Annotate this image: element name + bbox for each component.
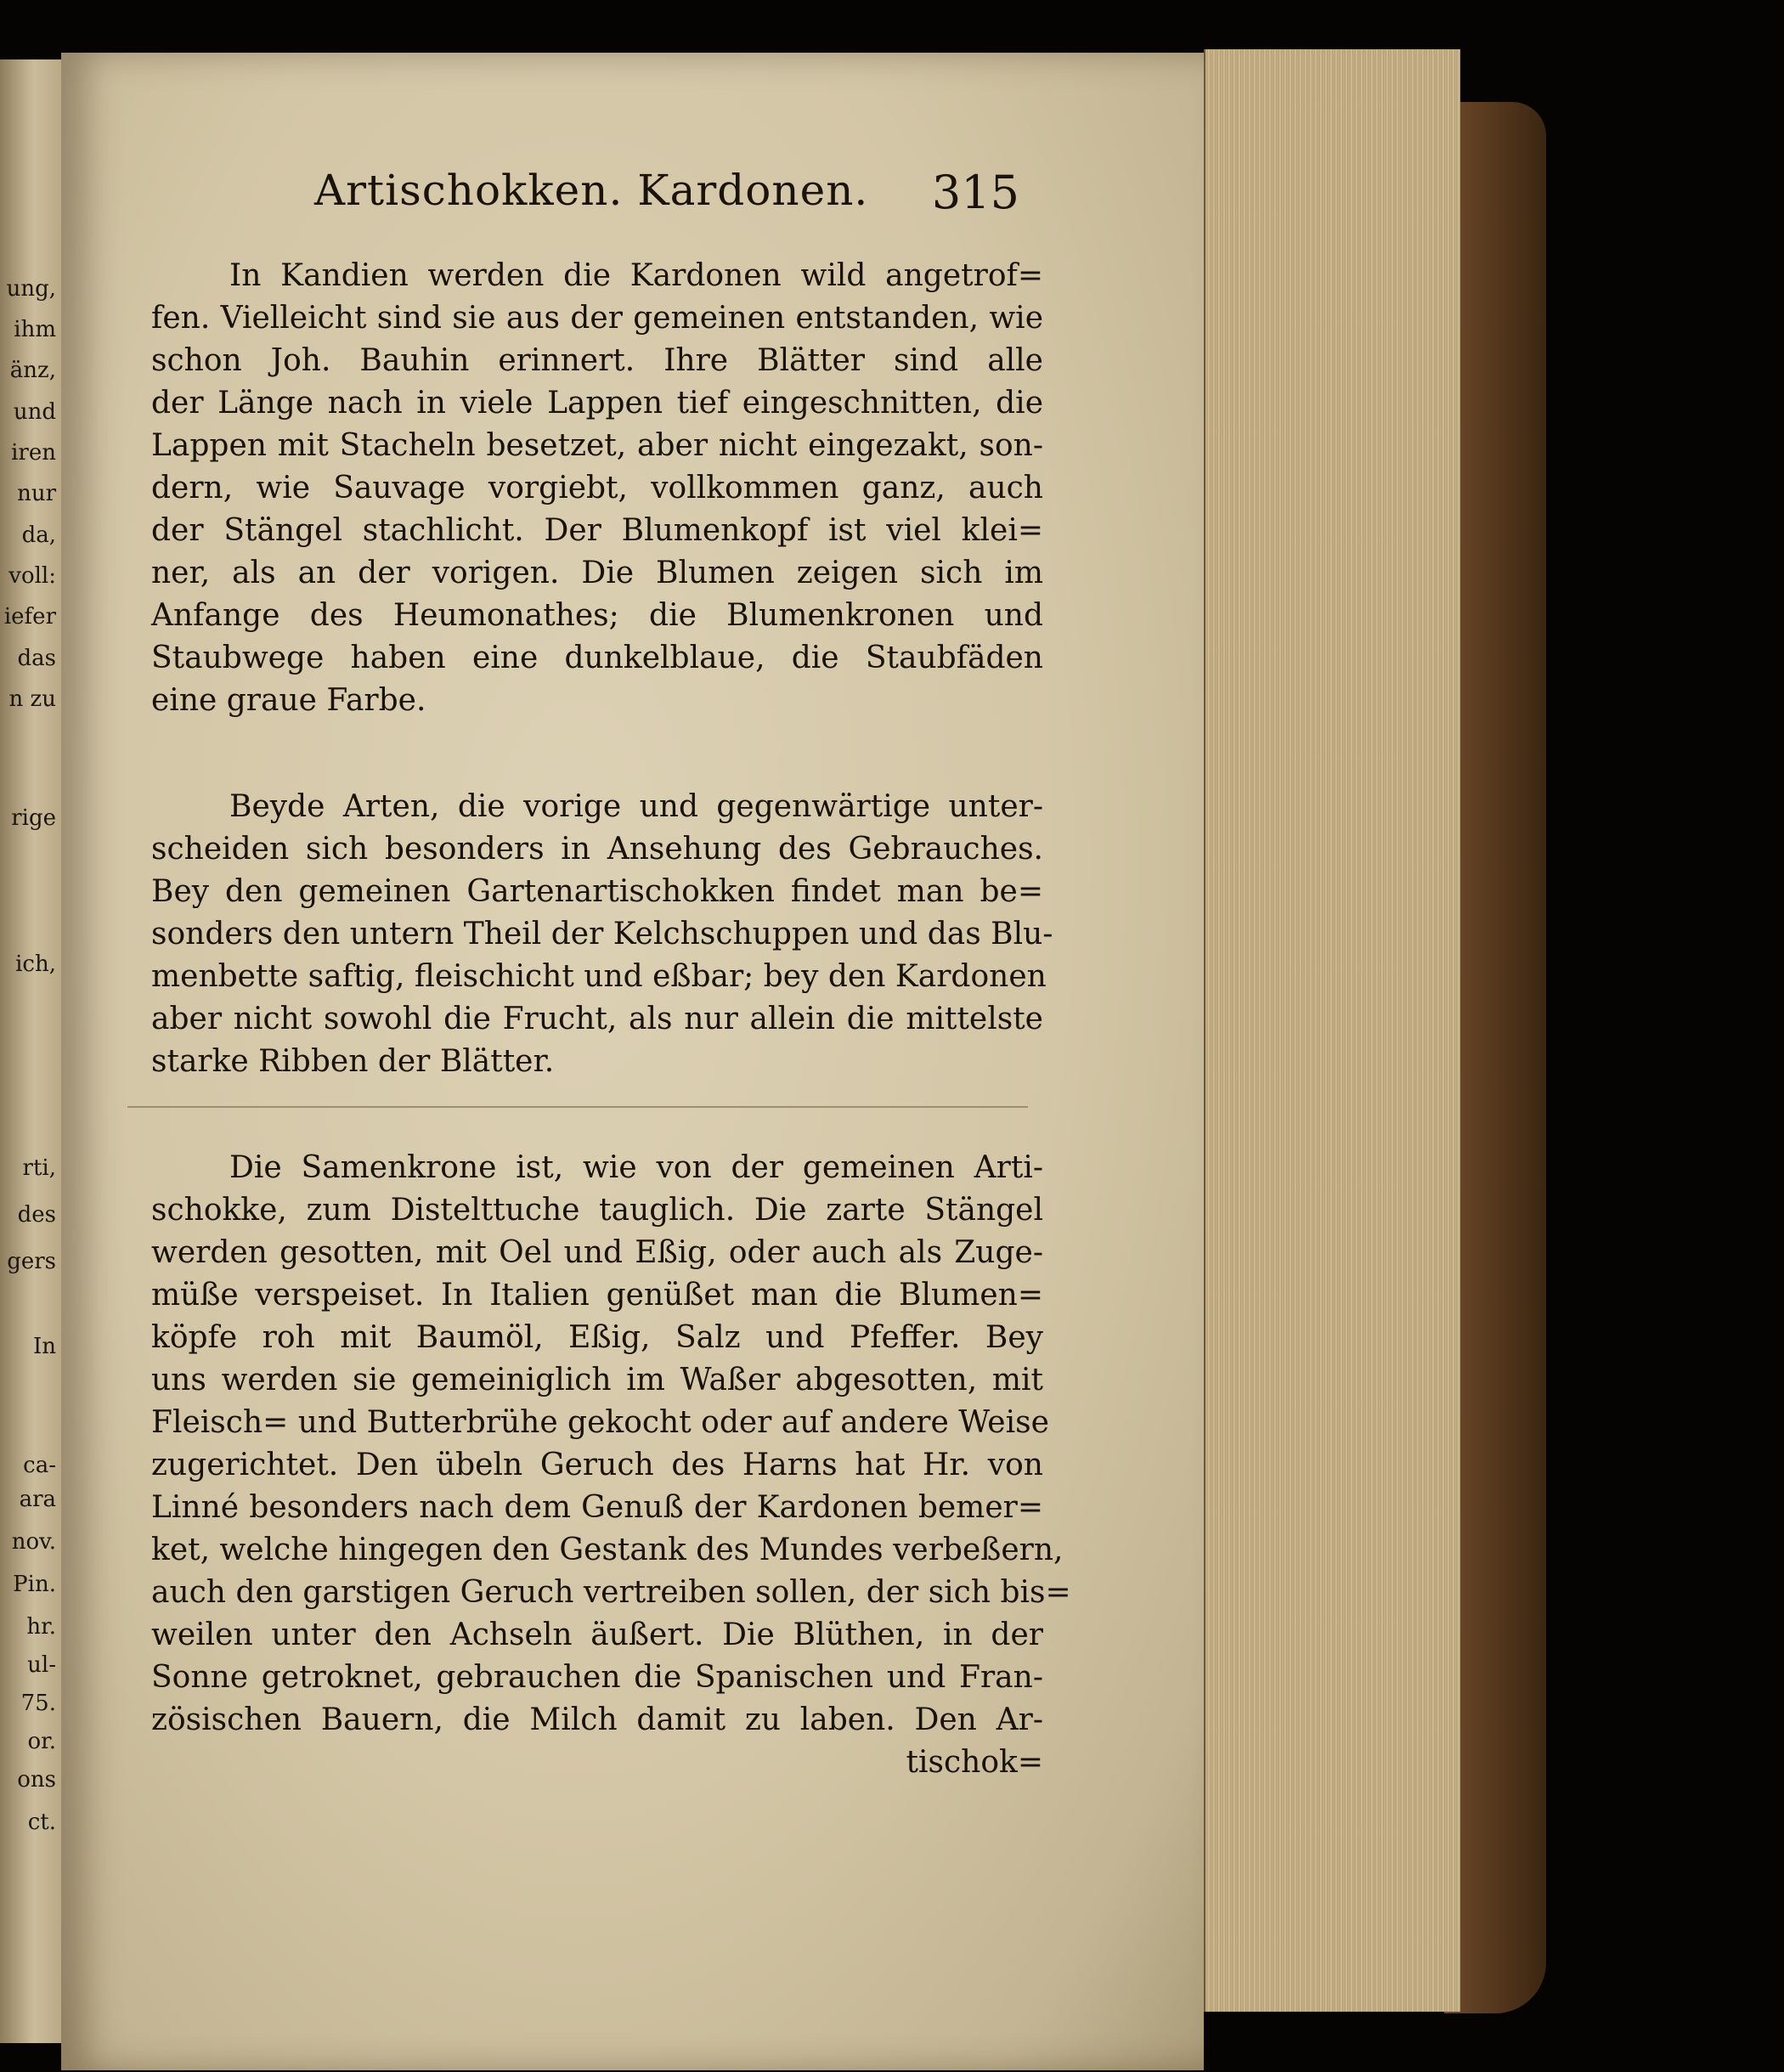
text-line: schokke, zum Distelttuche tauglich. Die zarte Stängel (151, 1193, 1043, 1228)
text-line: schon Joh. Bauhin erinnert. Ihre Blätter sind alle (151, 343, 1043, 378)
text-line: In Kandien werden die Kardonen wild angetrof= (229, 258, 1043, 293)
margin-fragment: das (17, 646, 56, 671)
margin-fragment: rige (11, 805, 56, 831)
text-line: ner, als an der vorigen. Die Blumen zeigen sich im (151, 556, 1043, 590)
text-line: eine graue Farbe. (151, 683, 426, 718)
margin-fragment: ct. (27, 1809, 56, 1835)
paragraph-3 (151, 1147, 1071, 1784)
text-line: Sonne getroknet, gebrauchen die Spanischen und Fran- (151, 1660, 1043, 1695)
section-rule (127, 1106, 1028, 1108)
margin-fragment: or. (27, 1729, 56, 1754)
catchword: tischok= (906, 1745, 1043, 1780)
text-line: ket, welche hingegen den Gestank des Mundes verbeßern, (151, 1533, 1064, 1567)
margin-fragment: ung, (6, 276, 56, 302)
text-line: Beyde Arten, die vorige und gegenwärtige unter- (229, 789, 1043, 824)
margin-fragment: änz, (9, 358, 56, 383)
margin-fragment: 75. (20, 1691, 56, 1716)
margin-fragment: hr. (26, 1614, 56, 1640)
text-line: werden gesotten, mit Oel und Eßig, oder auch als Zuge- (151, 1235, 1043, 1270)
text-line: Fleisch= und Butterbrühe gekocht oder auf andere Weise (151, 1405, 1049, 1440)
margin-fragment: nov. (11, 1529, 56, 1555)
margin-fragment: da, (21, 522, 56, 548)
text-line: zugerichtet. Den übeln Geruch des Harns hat Hr. von (151, 1448, 1043, 1482)
text-line: köpfe roh mit Baumöl, Eßig, Salz und Pfeffer. Bey (151, 1320, 1043, 1355)
margin-fragment: Pin. (13, 1572, 56, 1597)
text-line: zösischen Bauern, die Milch damit zu laben. Den Ar- (151, 1702, 1043, 1737)
text-line: Linné besonders nach dem Genuß der Kardonen bemer= (151, 1490, 1043, 1525)
text-line: aber nicht sowohl die Frucht, als nur allein die mittelste (151, 1002, 1043, 1036)
text-line: der Stängel stachlicht. Der Blumenkopf ist viel klei= (151, 513, 1043, 548)
margin-fragment: ul- (27, 1652, 56, 1678)
text-line: Anfange des Heumonathes; die Blumenkronen und (151, 598, 1043, 633)
margin-fragment: und (13, 399, 56, 425)
text-line: fen. Vielleicht sind sie aus der gemeinen entstanden, wie (151, 301, 1043, 336)
previous-page-edge (0, 59, 64, 2043)
text-line: Bey den gemeinen Gartenartischokken findet man be= (151, 874, 1043, 909)
margin-fragment: voll: (8, 563, 56, 589)
page-number: 315 (931, 166, 1019, 219)
margin-fragment: ons (17, 1767, 56, 1793)
text-line: uns werden sie gemeiniglich im Waßer abgesotten, mit (151, 1363, 1043, 1397)
running-head: Artischokken. Kardonen. (314, 166, 869, 215)
margin-fragment: ara (19, 1487, 56, 1512)
text-line: Staubwege haben eine dunkelblaue, die Staubfäden (151, 641, 1043, 675)
margin-fragment: iren (11, 440, 56, 466)
page-header (314, 166, 1019, 234)
margin-fragment: rti, (22, 1155, 56, 1181)
text-line: scheiden sich besonders in Ansehung des Gebrauches. (151, 832, 1043, 867)
margin-fragment: ca- (23, 1453, 56, 1478)
text-line: der Länge nach in viele Lappen tief eingeschnitten, die (151, 386, 1043, 421)
text-line: menbette saftig, fleischicht und eßbar; bey den Kardonen (151, 959, 1047, 994)
page-fore-edge (1204, 49, 1460, 2012)
text-line: dern, wie Sauvage vorgiebt, vollkommen ganz, auch (151, 471, 1043, 505)
margin-fragment: ich, (15, 951, 56, 977)
margin-fragment: nur (17, 481, 56, 506)
text-line: sonders den untern Theil der Kelchschuppen und das Blu- (151, 917, 1053, 951)
margin-fragment: gers (7, 1249, 56, 1274)
margin-fragment: n zu (8, 686, 56, 712)
paragraph-1 (151, 255, 1043, 722)
text-line: starke Ribben der Blätter. (151, 1044, 555, 1079)
margin-fragment: In (32, 1334, 56, 1359)
text-line: Die Samenkrone ist, wie von der gemeinen Arti- (229, 1150, 1043, 1185)
text-line: auch den garstigen Geruch vertreiben sollen, der sich bis= (151, 1575, 1071, 1610)
text-line: Lappen mit Stacheln besetzet, aber nicht eingezakt, son- (151, 428, 1043, 463)
text-line: müße verspeiset. In Italien genüßet man die Blumen= (151, 1278, 1043, 1313)
margin-fragment: ihm (14, 317, 56, 342)
margin-fragment: des (17, 1202, 56, 1228)
paragraph-2 (151, 786, 1053, 1083)
margin-fragment: iefer (3, 604, 56, 630)
text-line: weilen unter den Achseln äußert. Die Blüthen, in der (151, 1618, 1043, 1652)
